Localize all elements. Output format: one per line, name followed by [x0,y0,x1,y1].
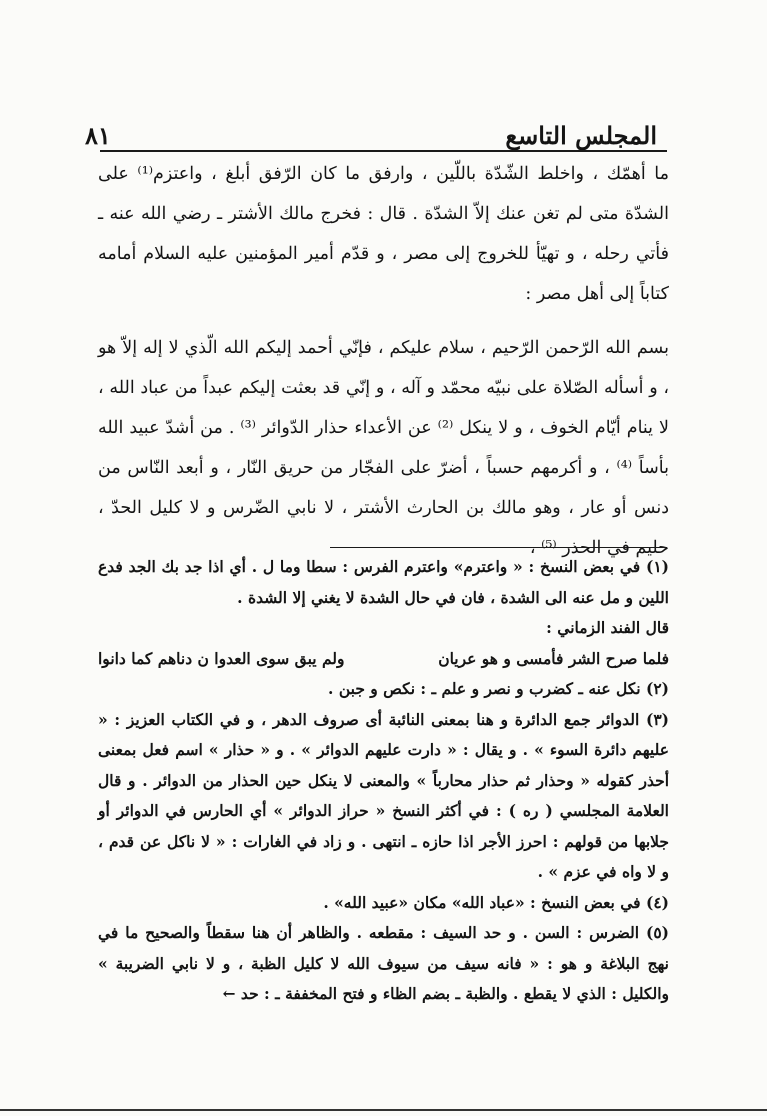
footnote-1: (١) في بعض النسخ : « واعترم» واعترم الفرس : سطا وما ل . أي اذا جد بك الجد فدع اللين و مل عنه الى الشدة ، فان في حال الشدة لا يغني إلا الشدة . [98,557,669,607]
page-number: ٨١ [85,121,111,150]
footnote-5: (٥) الضرس : السن . و حد السيف : مقطعه . والظاهر أن هنا سقطاً والصحيح ما في نهج البلاغة و هو : « فانه سيف من سيوف الله لا كليل الظبة ، و لا نابي الضريبة » والكليل : الذي لا يقطع . والظبة ـ بضم الظاء و فتح المخففة ـ : حد ← [98,923,669,1003]
body-paragraph-2: بسم الله الرّحمن الرّحيم ، سلام عليكم ، فإنّي أحمد إليكم الله الّذي لا إله إلاّ هو ، و أسأله الصّلاة على نبيّه محمّد و آله ، و إنّي قد بعثت إليكم عبداً من عباد الله ، لا ينام أيّام الخوف ، و لا ينكل ⁽²⁾ عن الأعداء حذار الدّوائر ⁽³⁾ . من أشدّ عبيد الله بأساً ⁽⁴⁾ ، و أكرمهم حسباً ، أضرّ على الفجّار من حريق النّار ، و أبعد النّاس من دنس أو عار ، وهو مالك بن الحارث الأشتر ، لا نابي الضّرس و لا كليل الحدّ ، حليم في الحذر ⁽⁵⁾ ، [98,338,669,558]
main-text [98,154,669,568]
poem-first-hemistich: فلما صرح الشر فأمسى و هو عريان [438,648,669,668]
footnote-2: (٢) نكل عنه ـ كضرب و نصر و علم ـ : نكص و جبن . [328,679,669,698]
footnote-3: (٣) الدوائر جمع الدائرة و هنا بمعنى النائبة أى صروف الدهر ، و في الكتاب العزيز : « عليهم دائرة السوء » . و يقال : « دارت عليهم الدوائر » . و « حذار » اسم فعل بمعنى أحذر كقوله « وحذار ثم حذار محارباً » والمعنى لا ينكل حين الحذار من الدوائر . و قال العلامة المجلسي ( ره ) : في أكثر النسخ « حراز الدوائر » أي الحارس في الدوائر أو جلابها من قولهم : احرز الأجر اذا حازه ـ انتهى . و زاد في الغارات : « لا ناكل عن قدم ، و لا واه في عزم » . [98,709,669,881]
footnotes [98,552,669,1010]
poem-second-hemistich: ولم يبق سوى العدوا ن دناهم كما دانوا [98,648,345,668]
footnote-separator [330,547,667,548]
header-rule [100,150,667,152]
page-header [85,112,657,150]
footnote-1-poet: قال الفند الزماني : [546,618,669,637]
footnote-1-poem [98,644,669,675]
footnote-4: (٤) في بعض النسخ : «عباد الله» مكان «عبيد الله» . [323,892,669,912]
page-bottom-edge [0,1109,767,1111]
body-paragraph-1: ما أهمّك ، واخلط الشّدّة باللّين ، وارفق ما كان الرّفق أبلغ ، واعتزم⁽¹⁾ على الشدّة متى لم تغن عنك إلاّ الشدّة . قال : فخرج مالك الأشتر ـ رضي الله عنه ـ فأتي رحله ، و تهيّأ للخروج إلى مصر ، و قدّم أمير المؤمنين عليه السلام أمامه كتاباً إلى أهل مصر : [98,164,670,304]
chapter-title: المجلس التاسع [505,121,657,150]
